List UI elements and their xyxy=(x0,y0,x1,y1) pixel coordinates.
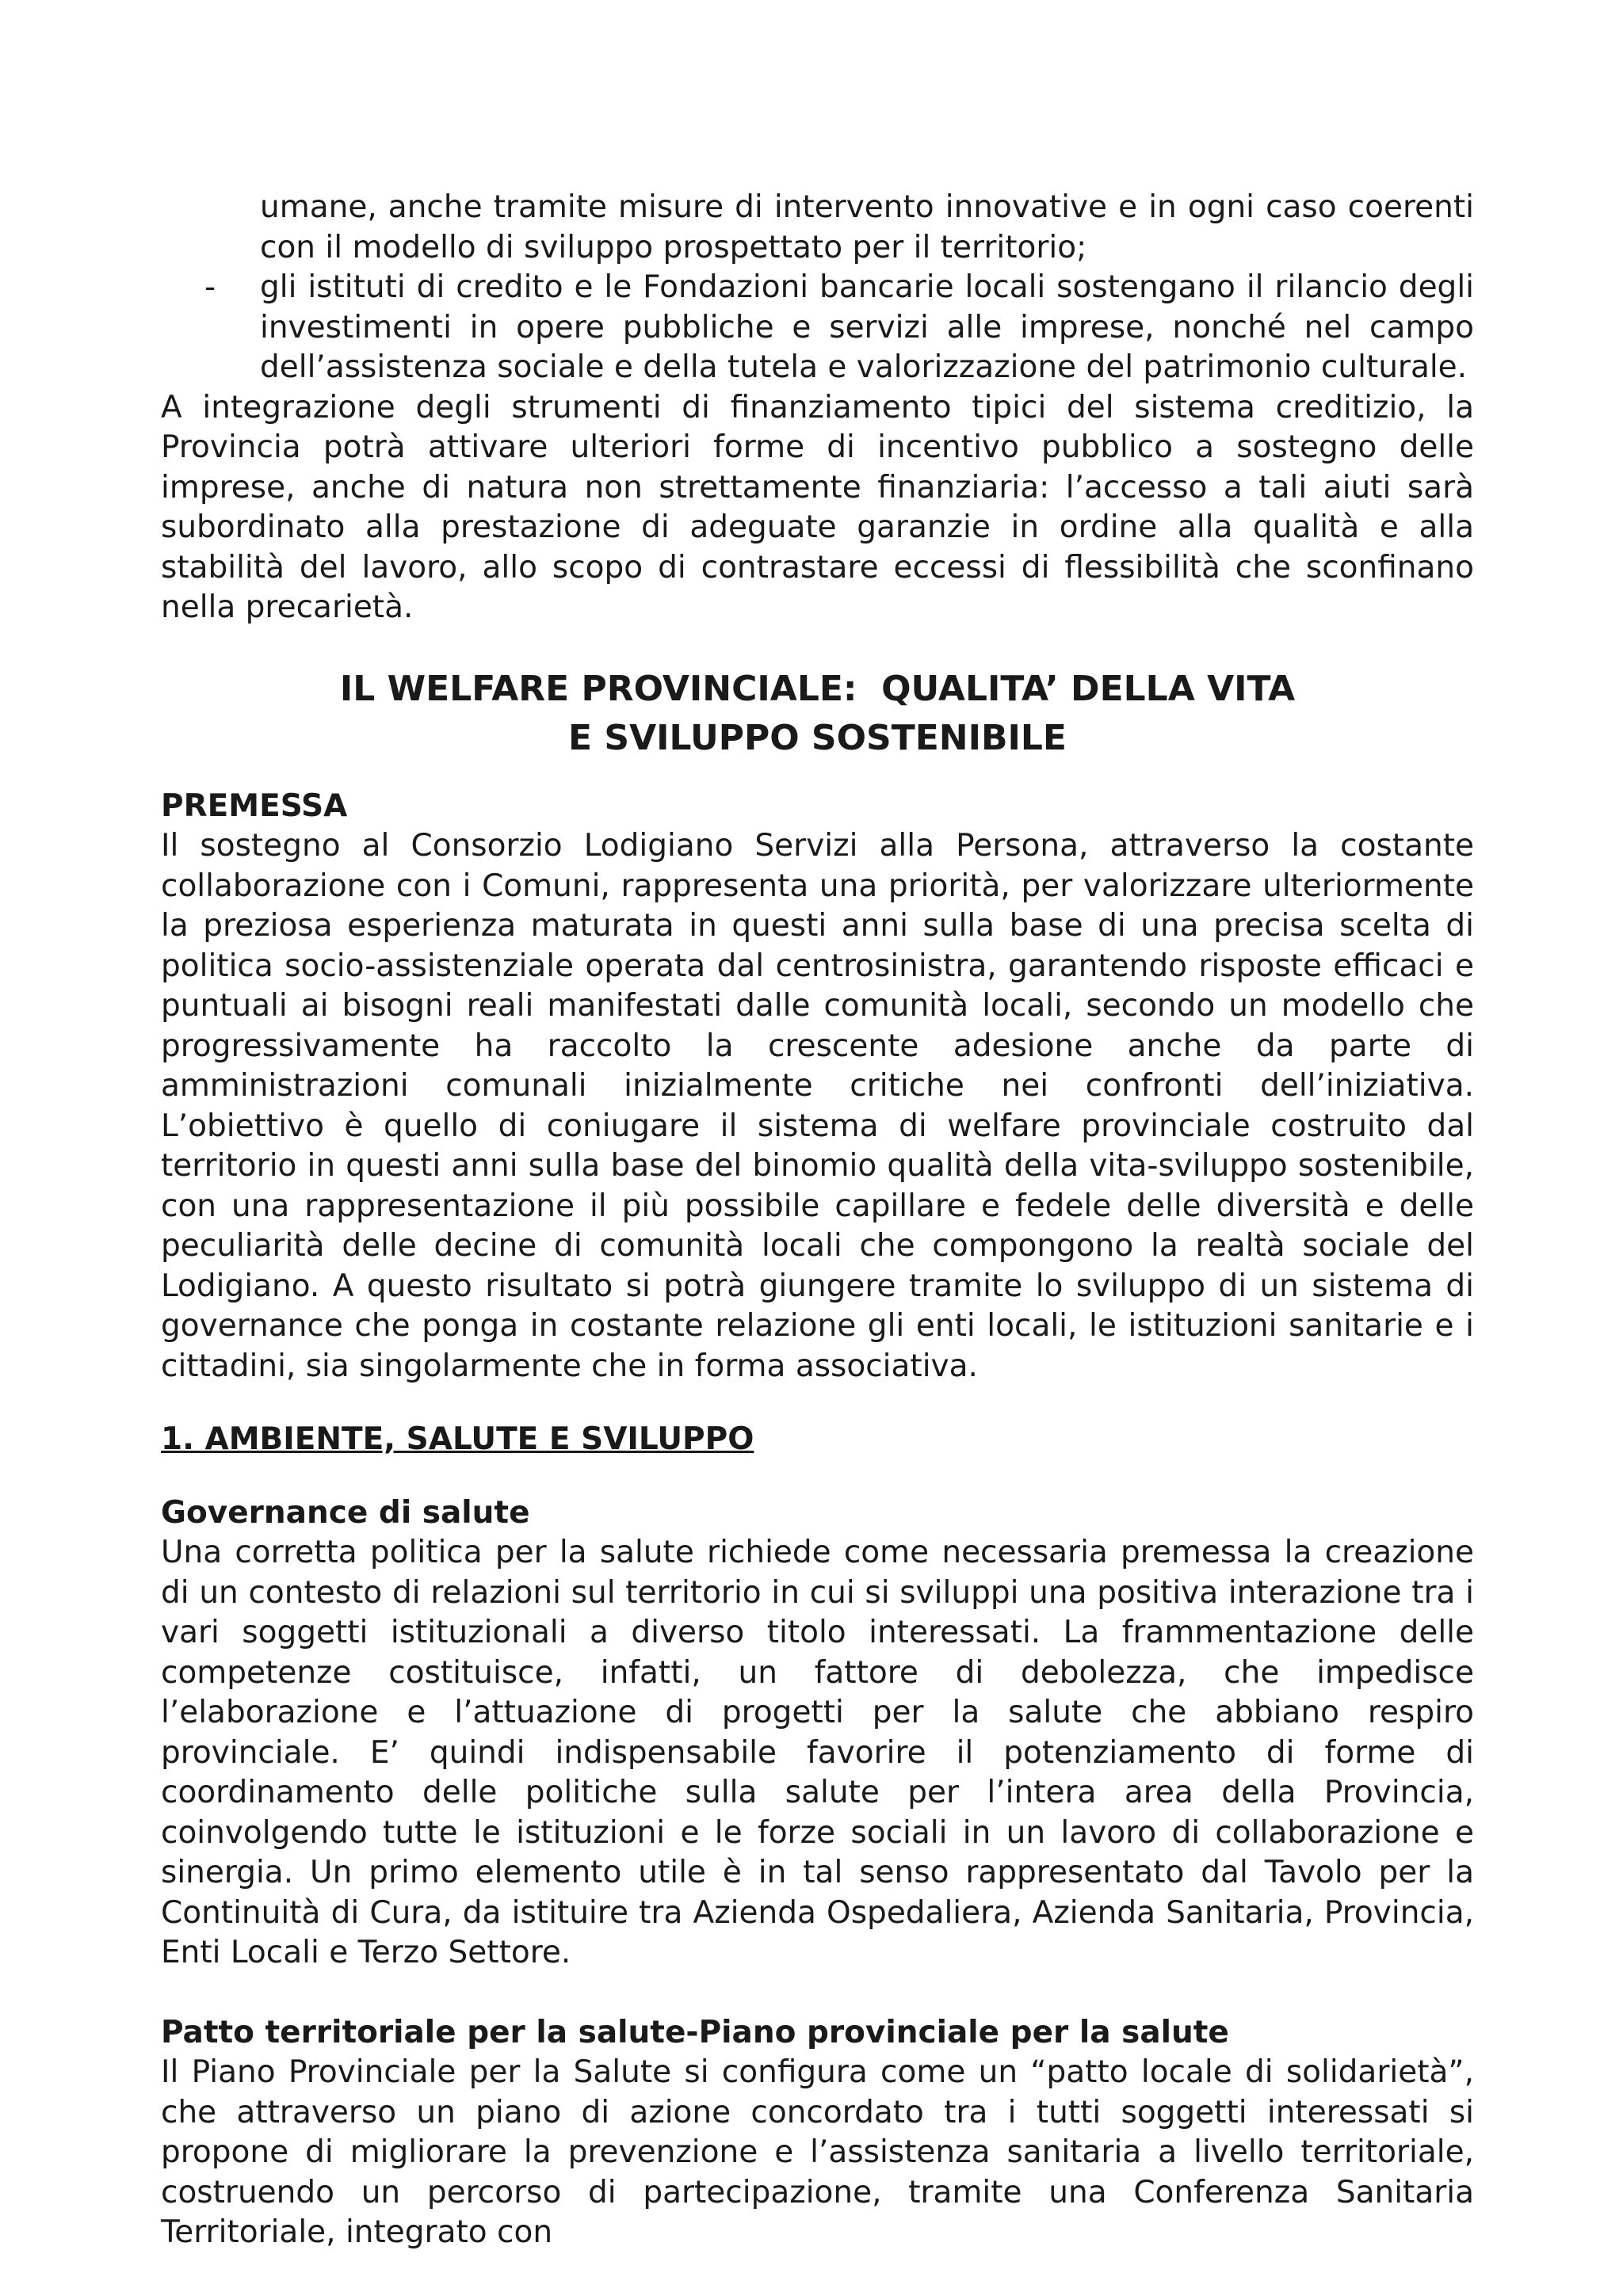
integration-paragraph: A integrazione degli strumenti di finanziamento tipici del sistema creditizio, la Provincia potrà attivare ulteriori forme di incentivo pubblico a sostegno delle imprese, anche di natura non strettamente finanziaria: l’accesso a tali aiuti sarà subordinato alla prestazione di adeguate garanzie in ordine alla qualità e alla stabilità del lavoro, allo scopo di contrastare eccessi di flessibilità che sconfinano nella precarietà. xyxy=(161,389,1474,625)
title-line-1: IL WELFARE PROVINCIALE: QUALITA’ DELLA VITA xyxy=(339,668,1296,709)
premessa-heading: PREMESSA xyxy=(161,788,348,824)
governance-text: Una corretta politica per la salute richiede come necessaria premessa la creazione di un contesto di relazioni sul territorio in cui si sviluppi una positiva interazione tra i vari soggetti istituzionali a diverso titolo interessati. La frammentazione delle competenze costituisce, infatti, un fattore di debolezza, che impedisce l’elaborazione e l’attuazione di progetti per la salute che abbiano respiro provinciale. E’ quindi indispensabile favorire il potenziamento di forme di coordinamento delle politiche sulla salute per l’intera area della Provincia, coinvolgendo tutte le istituzioni e le forze sociali in un lavoro di collaborazione e sinergia. Un primo elemento utile è in tal senso rappresentato dal Tavolo per la Continuità di Cura, da istituire tra Azienda Ospedaliera, Azienda Sanitaria, Provincia, Enti Locali e Terzo Settore. xyxy=(161,1535,1474,1970)
premessa-text: Il sostegno al Consorzio Lodigiano Servizi alla Persona, attraverso la costante collaborazione con i Comuni, rappresenta una priorità, per valorizzare ulteriormente la preziosa esperienza maturata in questi anni sulla base di una precisa scelta di politica socio-assistenziale operata dal centrosinistra, garantendo risposte efficaci e puntuali ai bisogni reali manifestati dalle comunità locali, secondo un modello che progressivamente ha raccolto la crescente adesione anche da parte di amministrazioni comunali inizialmente critiche nei confronti dell’iniziativa. L’obiettivo è quello di coniugare il sistema di welfare provinciale costruito dal territorio in questi anni sulla base del binomio qualità della vita-sviluppo sostenibile, con una rappresentazione il più possibile capillare e fedele delle diversità e delle peculiarità delle decine di comunità locali che compongono la realtà sociale del Lodigiano. A questo risultato si potrà giungere tramite lo sviluppo di un sistema di governance che ponga in costante relazione gli enti locali, le istituzioni sanitarie e i cittadini, sia singolarmente che in forma associativa. xyxy=(161,828,1474,1384)
governance-heading: Governance di salute xyxy=(161,1494,530,1531)
title-line-2: E SVILUPPO SOSTENIBILE xyxy=(568,717,1067,758)
document-title xyxy=(161,665,1474,763)
document-page xyxy=(161,188,1474,2253)
bullet-marker: - xyxy=(204,269,216,305)
bullet-item xyxy=(161,268,1474,388)
patto-heading: Patto territoriale per la salute-Piano provinciale per la salute xyxy=(161,2014,1229,2050)
section-1-heading: 1. AMBIENTE, SALUTE E SVILUPPO xyxy=(161,1421,754,1457)
bullet-text: gli istituti di credito e le Fondazioni bancarie locali sostengano il rilancio degli investimenti in opere pubbliche e servizi alle imprese, nonché nel campo dell’assistenza sociale e della tutela e valorizzazione del patrimonio culturale. xyxy=(260,269,1474,385)
intro-continuation-text: umane, anche tramite misure di intervento innovative e in ogni caso coerenti con il modello di sviluppo prospettato per il territorio; xyxy=(260,189,1474,265)
patto-text: Il Piano Provinciale per la Salute si configura come un “patto locale di solidarietà”, che attraverso un piano di azione concordato tra i tutti soggetti interessati si propone di migliorare la prevenzione e l’assistenza sanitaria a livello territoriale, costruendo un percorso di partecipazione, tramite una Conferenza Sanitaria Territoriale, integrato con xyxy=(161,2054,1474,2250)
